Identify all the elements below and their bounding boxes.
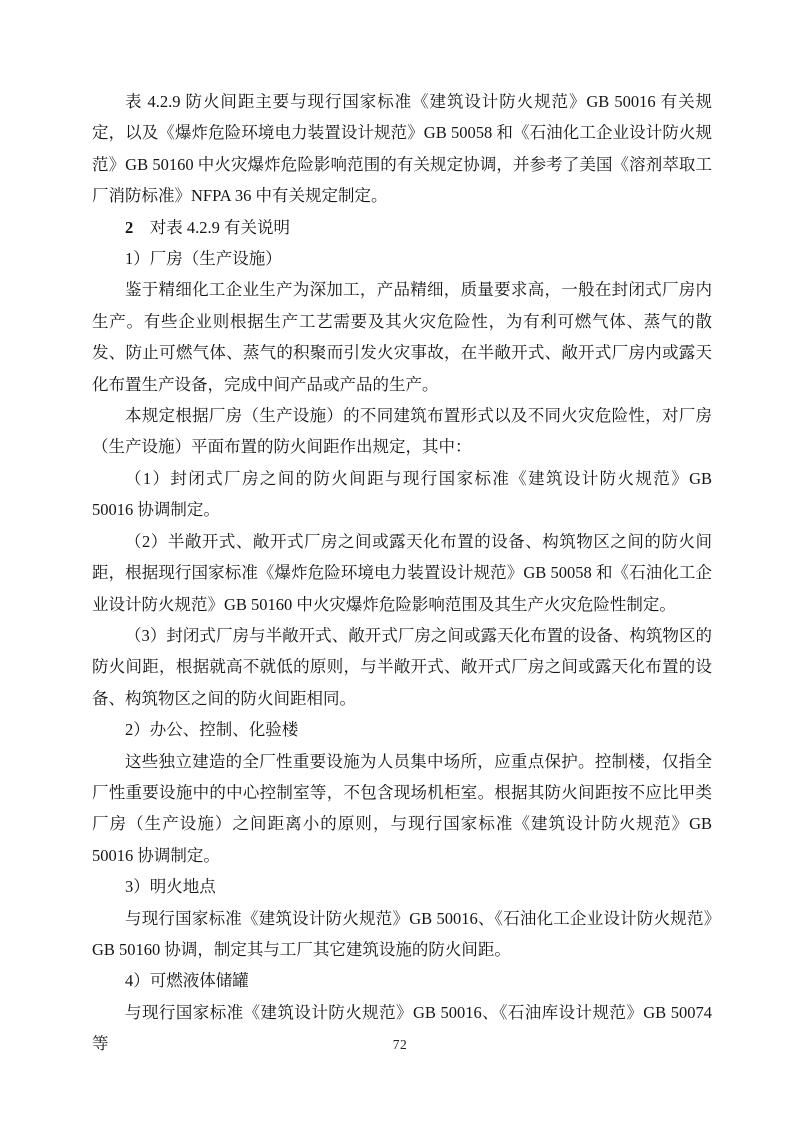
page-number: 72: [392, 1037, 408, 1052]
para-item-2-body: 这些独立建造的全厂性重要设施为人员集中场所，应重点保护。控制楼，仅指全厂性重要设施中的中心控制室等，不包含现场机柜室。根据其防火间距按不应比甲类厂房（生产设施）之间距离小的原则，与现行国家标准《建筑设计防火规范》GB 50016 协调制定。: [92, 751, 712, 865]
para-item-1-rule: 本规定根据厂房（生产设施）的不同建筑布置形式以及不同火灾危险性，对厂房（生产设施）平面布置的防火间距作出规定，其中：: [92, 406, 712, 457]
para-item-1-sub-1: （1）封闭式厂房之间的防火间距与现行国家标准《建筑设计防火规范》GB 50016 协调制定。: [92, 468, 712, 520]
heading-item-3: 3）明火地点: [125, 877, 216, 897]
para-item-1-sub-2: （2）半敞开式、敞开式厂房之间或露天化布置的设备、构筑物区之间的防火间距，根据现行国家标准《爆炸危险环境电力装置设计规范》GB 50058 和《石油化工企业设计防火规范》GB 50160 中火灾爆炸危险影响范围及其生产火灾危险性制定。: [92, 531, 712, 614]
para-intro: 表 4.2.9 防火间距主要与现行国家标准《建筑设计防火规范》GB 50016 有关规定，以及《爆炸危险环境电力装置设计规范》GB 50058 和《石油化工企业设计防火规范》GB 50160 中火灾爆炸危险影响范围的有关规定协调，并参考了美国《溶剂萃取工厂消防标准》NFPA 36 中有关规定制定。: [92, 92, 712, 206]
heading-item-2: 2）办公、控制、化验楼: [125, 720, 299, 740]
para-item-1-body: 鉴于精细化工企业生产为深加工，产品精细，质量要求高，一般在封闭式厂房内生产。有些企业则根据生产工艺需要及其火灾危险性，为有利可燃气体、蒸气的散发、防止可燃气体、蒸气的积聚而引发火灾事故，在半敞开式、敞开式厂房内或露天化布置生产设备，完成中间产品或产品的生产。: [92, 280, 712, 394]
heading-section-2: 2 对表 4.2.9 有关说明: [125, 217, 290, 237]
para-item-4-body: 与现行国家标准《建筑设计防火规范》GB 50016、《石油库设计规范》GB 50074 等: [92, 1002, 712, 1054]
page-footer: [0, 1036, 800, 1054]
heading-item-4: 4）可燃液体储罐: [125, 971, 249, 991]
heading-item-1: 1）厂房（生产设施）: [125, 249, 282, 269]
para-item-3-body: 与现行国家标准《建筑设计防火规范》GB 50016、《石油化工企业设计防火规范》GB 50160 协调，制定其与工厂其它建筑设施的防火间距。: [92, 908, 712, 959]
para-item-1-sub-3: （3）封闭式厂房与半敞开式、敞开式厂房之间或露天化布置的设备、构筑物区的防火间距，根据就高不就低的原则，与半敞开式、敞开式厂房之间或露天化布置的设备、构筑物区之间的防火间距相同。: [92, 625, 712, 708]
document-body: [92, 86, 712, 1060]
